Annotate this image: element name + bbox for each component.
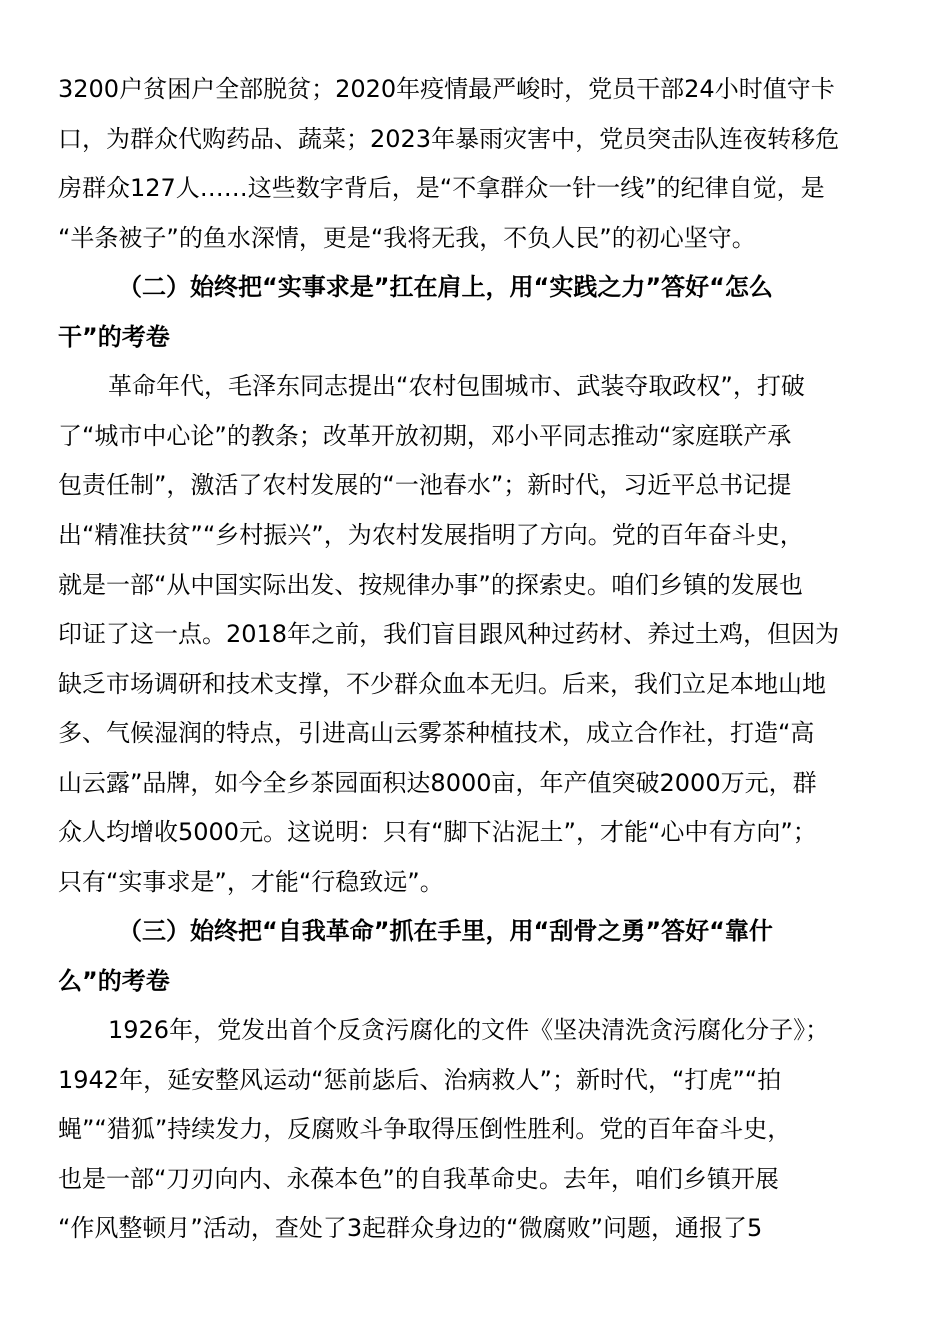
body-text-line: 口，为群众代购药品、蔬菜；2023年暴雨灾害中，党员突击队连夜转移危 bbox=[58, 125, 840, 153]
body-text-line: 房群众127人……这些数字背后，是“不拿群众一针一线”的纪律自觉，是 bbox=[58, 174, 825, 202]
section-heading-2: （二）始终把“实事求是”扛在肩上，用“实践之力”答好“怎么 bbox=[118, 273, 773, 301]
body-text-line: 也是一部“刀刃向内、永葆本色”的自我革命史。去年，咱们乡镇开展 bbox=[58, 1165, 779, 1193]
body-text-line: 印证了这一点。2018年之前，我们盲目跟风种过药材、养过土鸡，但因为 bbox=[58, 620, 840, 648]
body-text-line: 只有“实事求是”，才能“行稳致远”。 bbox=[58, 868, 444, 896]
body-text-line: 就是一部“从中国实际出发、按规律办事”的探索史。咱们乡镇的发展也 bbox=[58, 571, 803, 599]
body-text-line: 1942年，延安整风运动“惩前毖后、治病救人”；新时代，“打虎”“拍 bbox=[58, 1066, 782, 1094]
body-text-line: 了“城市中心论”的教条；改革开放初期，邓小平同志推动“家庭联产承 bbox=[58, 422, 792, 450]
paragraph-first-line: 1926年，党发出首个反贪污腐化的文件《坚决清洗贪污腐化分子》； bbox=[108, 1016, 830, 1044]
section-heading-2-cont: 干”的考卷 bbox=[58, 323, 170, 351]
body-text-line: 3200户贫困户全部脱贫；2020年疫情最严峻时，党员干部24小时值守卡 bbox=[58, 75, 835, 103]
body-text-line: 蝇”“猎狐”持续发力，反腐败斗争取得压倒性胜利。党的百年奋斗史， bbox=[58, 1115, 792, 1143]
paragraph-first-line: 革命年代，毛泽东同志提出“农村包围城市、武装夺取政权”，打破 bbox=[108, 372, 805, 400]
body-text-line: “作风整顿月”活动，查处了3起群众身边的“微腐败”问题，通报了5 bbox=[58, 1214, 763, 1242]
section-heading-3-cont: 么”的考卷 bbox=[58, 967, 170, 995]
body-text-line: 众人均增收5000元。这说明：只有“脚下沾泥土”，才能“心中有方向”； bbox=[58, 818, 817, 846]
body-text-line: 多、气候湿润的特点，引进高山云雾茶种植技术，成立合作社，打造“高 bbox=[58, 719, 815, 747]
body-text-line: 包责任制”，激活了农村发展的“一池春水”；新时代，习近平总书记提 bbox=[58, 471, 792, 499]
body-text-line: “半条被子”的鱼水深情，更是“我将无我，不负人民”的初心坚守。 bbox=[58, 224, 756, 252]
section-heading-3: （三）始终把“自我革命”抓在手里，用“刮骨之勇”答好“靠什 bbox=[118, 917, 773, 945]
body-text-line: 出“精准扶贫”“乡村振兴”，为农村发展指明了方向。党的百年奋斗史， bbox=[58, 521, 804, 549]
body-text-line: 山云露”品牌，如今全乡茶园面积达8000亩，年产值突破2000万元，群 bbox=[58, 769, 817, 797]
body-text-line: 缺乏市场调研和技术支撑，不少群众血本无归。后来，我们立足本地山地 bbox=[58, 670, 826, 698]
